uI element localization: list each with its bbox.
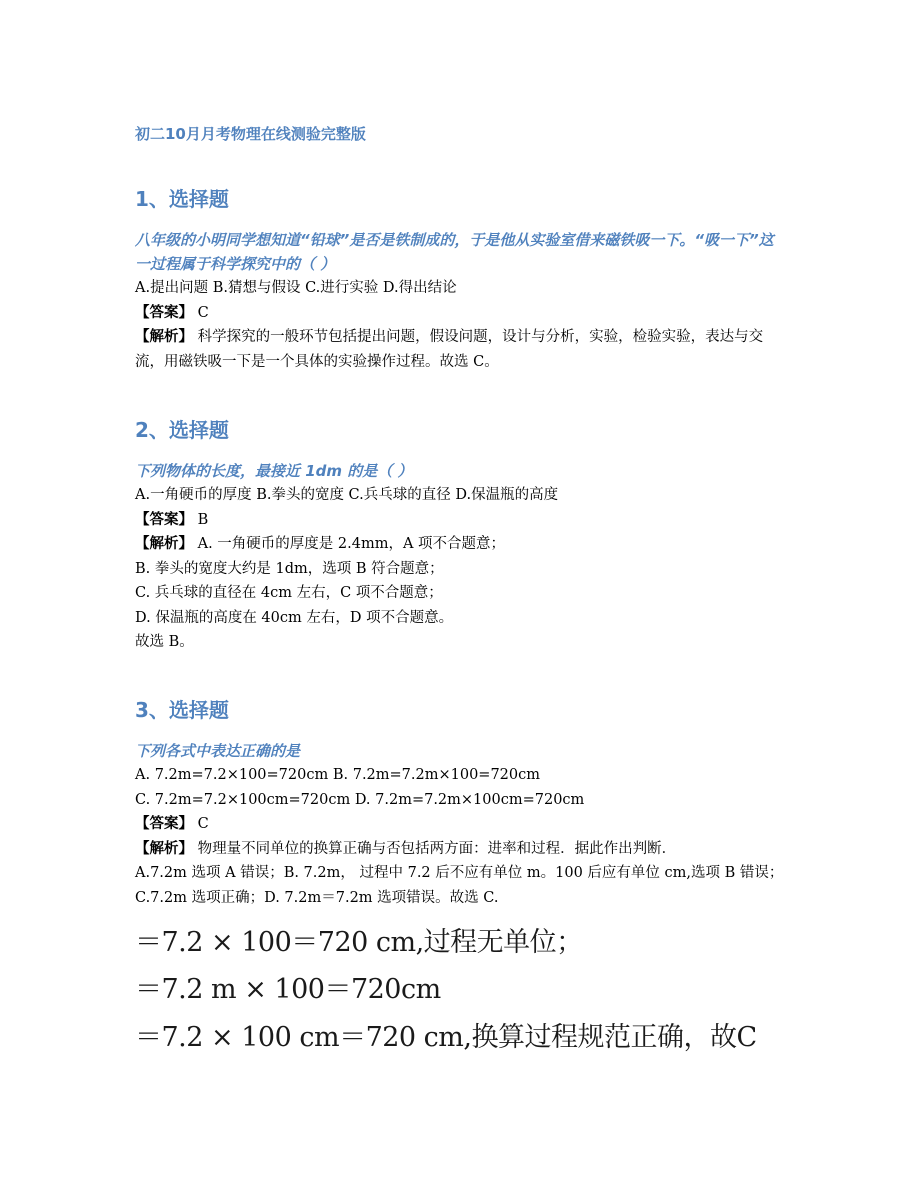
question-1-heading: 1、选择题 (135, 187, 229, 211)
answer-value: C (197, 304, 209, 321)
answer-value: B (197, 511, 209, 528)
question-3-heading: 3、选择题 (135, 698, 229, 722)
analysis-label: 【解析】 (135, 535, 193, 552)
analysis-text-c: C. 兵乓球的直径在 4cm 左右，C 项不合题意； (135, 585, 443, 601)
question-1-options: A.提出问题 B.猜想与假设 C.进行实验 D.得出结论 (135, 280, 457, 296)
formula-line-3: ＝7.2 × 100 cm＝720 cm,换算过程规范正确，故C (135, 1022, 757, 1053)
question-1-text: 八年级的小明同学想知道“铅球”是否是铁制成的，于是他从实验室借来磁铁吸一下。“吸一下”这一过程属于科学探究中的（ ） (135, 231, 774, 273)
answer-label: 【答案】 (135, 303, 193, 321)
question-3-options-1: A. 7.2m=7.2×100=720cm B. 7.2m=7.2m×100=720cm (135, 767, 541, 783)
analysis-text: 物理量不同单位的换算正确与否包括两方面：进率和过程．据此作出判断． (197, 840, 677, 857)
formula-line-1: ＝7.2 × 100＝720 cm,过程无单位； (135, 927, 583, 958)
question-1-answer (135, 301, 785, 326)
question-2-heading: 2、选择题 (135, 418, 229, 442)
question-3-options-2: C. 7.2m=7.2×100cm=720cm D. 7.2m=7.2m×100cm=720cm (135, 791, 585, 808)
analysis-text-d: D. 保温瓶的高度在 40cm 左右，D 项不合题意。 (135, 609, 454, 626)
question-2-answer (135, 508, 785, 533)
answer-label: 【答案】 (135, 815, 193, 832)
analysis-text-a: A. 一角硬币的厚度是 2.4mm，A 项不合题意； (197, 536, 506, 552)
analysis-label: 【解析】 (135, 839, 193, 857)
analysis-detail: A.7.2m 选项 A 错误；B. 7.2m， 过程中 7.2 后不应有单位 m。100 后应有单位 cm,选项 B 错误；C.7.2m 选项正确；D. 7.2m＝7.2m 选项错误。故选 C. (135, 865, 784, 906)
analysis-label: 【解析】 (135, 328, 193, 345)
question-3 (135, 695, 785, 910)
formula-line-2: ＝7.2 m × 100＝720cm (135, 974, 441, 1005)
question-3-answer (135, 812, 785, 837)
document-title: 初二10月月考物理在线测验完整版 (135, 125, 366, 143)
question-1-analysis (135, 325, 785, 374)
analysis-text-b: B. 拳头的宽度大约是 1dm，选项 B 符合题意； (135, 560, 444, 577)
question-2-text: 下列物体的长度，最接近 1dm 的是（ ） (135, 462, 413, 480)
question-1 (135, 184, 785, 374)
question-2 (135, 415, 785, 655)
question-2-analysis (135, 532, 785, 557)
question-3-analysis (135, 837, 785, 862)
analysis-conclusion: 故选 B。 (135, 634, 194, 650)
question-2-options: A.一角硬币的厚度 B.拳头的宽度 C.兵乓球的直径 D.保温瓶的高度 (135, 487, 559, 503)
analysis-text: 科学探究的一般环节包括提出问题，假设问题，设计与分析，实验，检验实验，表达与交流，用磁铁吸一下是一个具体的实验操作过程。故选 C。 (135, 329, 764, 370)
answer-label: 【答案】 (135, 510, 193, 528)
answer-value: C (197, 816, 209, 832)
question-3-text: 下列各式中表达正确的是 (135, 742, 301, 760)
